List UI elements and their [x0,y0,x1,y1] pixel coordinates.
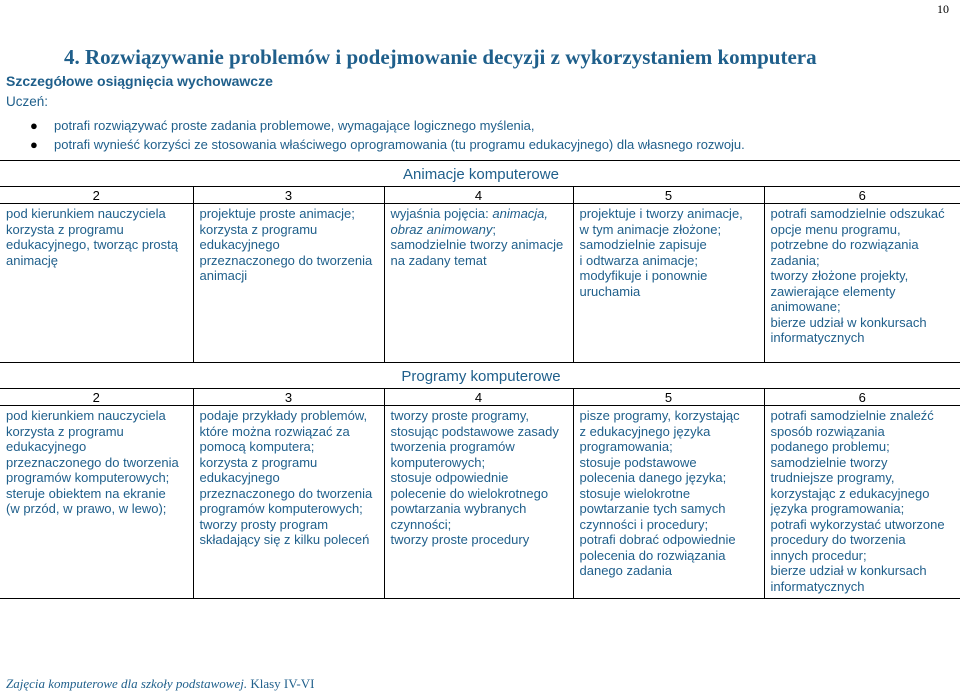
table-row [0,406,960,599]
grade-label: 4 [384,388,573,406]
grade-5-cell: pisze programy, korzystając z edukacyjnego języka programowania; stosuje podstawowe polecenia danego języka; stosuje wielokrotne powtarzanie tych samych czynności i procedury; potrafi dobrać odpowiednie polecenia do rozwiązania danego zadania [573,406,764,599]
page-title: 4. Rozwiązywanie problemów i podejmowanie decyzji z wykorzystaniem komputera [64,45,817,69]
list-item: ● potrafi rozwiązywać proste zadania problemowe, wymagające logicznego myślenia, [30,118,535,133]
section-subtitle: Szczegółowe osiągnięcia wychowawcze [6,73,273,89]
grade-label: 5 [573,186,764,204]
grade-3-cell: podaje przykłady problemów, które można rozwiązać za pomocą komputera; korzysta z programu edukacyjnego przeznaczonego do tworzenia programów komputerowych; tworzy prosty program składający się z kilku poleceń [193,406,384,599]
grade-label: 2 [0,186,193,204]
grade-6-cell: potrafi samodzielnie znaleźć sposób rozwiązania podanego problemu; samodzielnie tworzy trudniejsze programy, korzystając z edukacyjnego języka programowania; potrafi wykorzystać utworzone procedury do tworzenia innych procedur; bierze udział w konkursach informatycznych [764,406,960,599]
grade-label: 3 [193,186,384,204]
bullet-icon: ● [30,118,38,133]
grade-label: 3 [193,388,384,406]
grade-row [0,186,960,204]
grade-5-cell: projektuje i tworzy animacje, w tym animacje złożone; samodzielnie zapisuje i odtwarza animacje; modyfikuje i ponownie uruchamia [573,204,764,363]
student-label: Uczeń: [6,94,49,109]
grade-2-cell: pod kierunkiem nauczyciela korzysta z programu edukacyjnego przeznaczonego do tworzenia programów komputerowych; steruje obiektem na ekranie (w przód, w prawo, w lewo); [0,406,193,599]
grade-6-cell: potrafi samodzielnie odszukać opcje menu programu, potrzebne do rozwiązania zadania; tworzy złożone projekty, zawierające elementy animowane; bierze udział w konkursach informatycznych [764,204,960,363]
section-heading: Programy komputerowe [0,363,960,389]
grade-3-cell: projektuje proste animacje; korzysta z programu edukacyjnego przeznaczonego do tworzenia animacji [193,204,384,363]
bullet-icon: ● [30,137,38,152]
grade-4-cell: tworzy proste programy, stosując podstawowe zasady tworzenia programów komputerowych; stosuje odpowiednie polecenie do wielokrotnego powtarzania wybranych czynności; tworzy proste procedury [384,406,573,599]
page-footer [6,676,314,692]
list-item: ● potrafi wynieść korzyści ze stosowania właściwego oprogramowania (tu programu edukacyjnego) dla własnego rozwoju. [30,137,745,152]
section-header-row [0,363,960,389]
grade-row [0,388,960,406]
grade-label: 5 [573,388,764,406]
table-row [0,204,960,363]
grade-2-cell: pod kierunkiem nauczyciela korzysta z programu edukacyjnego, tworząc prostą animację [0,204,193,363]
section-header-row [0,161,960,187]
section-heading: Animacje komputerowe [0,161,960,187]
grade-4-cell: wyjaśnia pojęcia: animacja, obraz animowany; samodzielnie tworzy animacje na zadany temat [384,204,573,363]
goals-list [30,116,745,154]
footer-title: Zajęcia komputerowe dla szkoły podstawowej. [6,676,248,691]
grade-label: 6 [764,388,960,406]
requirements-table [0,160,960,599]
footer-grades: Klasy IV-VI [247,676,315,691]
grade-label: 2 [0,388,193,406]
grade-label: 4 [384,186,573,204]
grade-label: 6 [764,186,960,204]
page-number: 10 [937,2,949,16]
